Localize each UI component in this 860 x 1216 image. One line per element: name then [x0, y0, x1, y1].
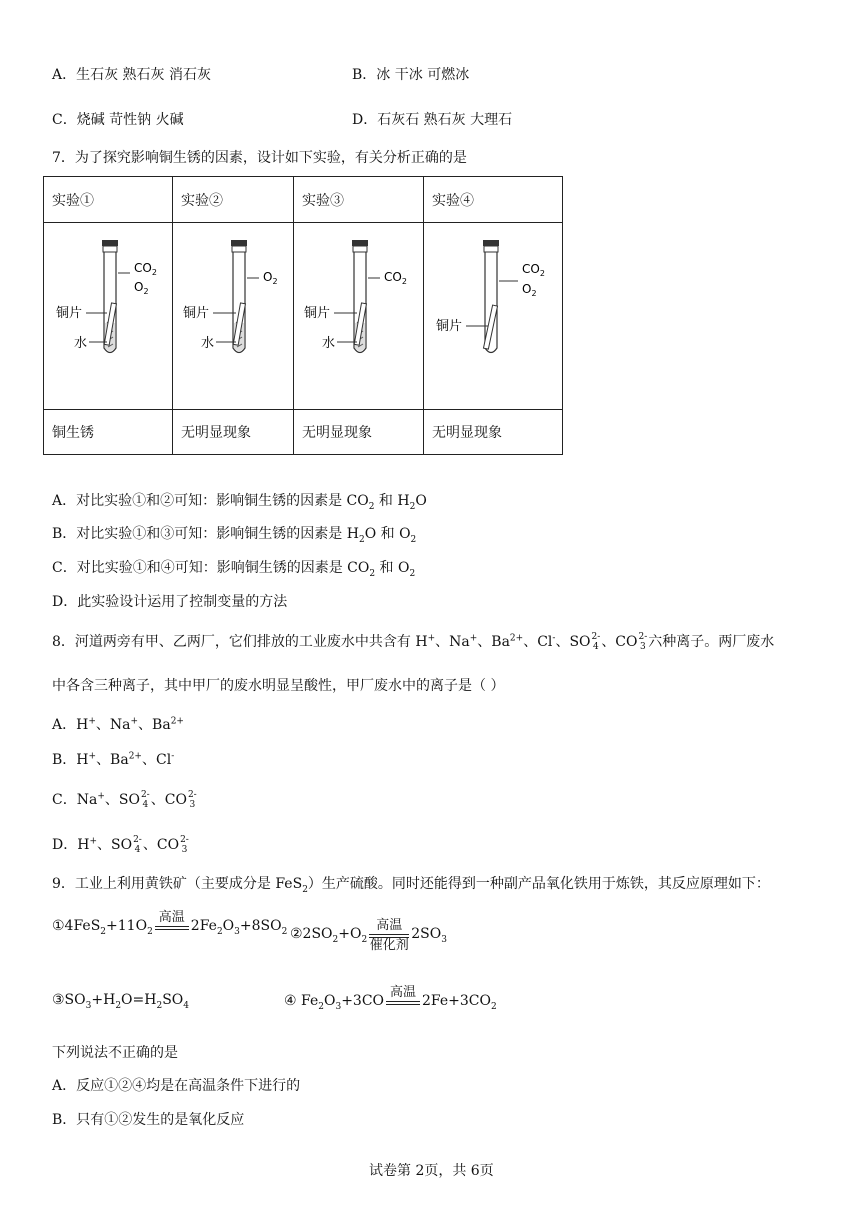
q7-option-a: A．对比实验①和②可知：影响铜生锈的因素是 $CO_2$ 和 $H_2O$	[52, 493, 427, 512]
q6-option-b: B．冰 干冰 可燃冰	[352, 67, 470, 83]
reaction-4: ④ $Fe_2O_3+3CO$ 高温 $2Fe+3CO_2$	[284, 985, 497, 1012]
copper-label: 铜片	[56, 306, 83, 321]
exp3-diagram	[294, 223, 424, 410]
water-label: 水	[74, 336, 88, 351]
copper-label: 铜片	[183, 306, 210, 321]
water-label: 水	[201, 336, 215, 351]
q6-option-a: A．生石灰 熟石灰 消石灰	[52, 67, 212, 83]
q7-option-b: B．对比实验①和③可知：影响铜生锈的因素是 $H_2O$ 和 $O_2$	[52, 526, 417, 545]
q8-option-b: B．H+、$Ba^{2+}$、Cl-	[52, 751, 175, 768]
exp3-header: 实验③	[294, 177, 424, 223]
q8-stem-line2: 中各含三种离子，其中甲厂的废水明显呈酸性，甲厂废水中的离子是（ ）	[52, 678, 505, 694]
exp1-result: 铜生锈	[44, 410, 173, 455]
copper-label: 铜片	[304, 306, 331, 321]
exp2-diagram	[173, 223, 294, 410]
exp4-diagram	[424, 223, 563, 410]
q8-stem-line1: 8．河道两旁有甲、乙两厂，它们排放的工业废水中共含有 H+、Na+、$Ba^{2+}$、Cl-、SO 2- 4 、CO 2- 3 六种离子。两厂废水	[52, 632, 775, 652]
exp1-diagram	[44, 223, 173, 410]
q7-option-c: C．对比实验①和④可知：影响铜生锈的因素是 $CO_2$ 和 $O_2$	[52, 560, 416, 579]
o2-label: $O_2$	[134, 280, 149, 296]
o2-label: $O_2$	[263, 270, 278, 286]
q7-option-d: D．此实验设计运用了控制变量的方法	[52, 594, 288, 610]
exp2-result: 无明显现象	[173, 410, 294, 455]
page-footer: 试卷第 2页，共 6页	[369, 1163, 494, 1179]
co2-label: $CO_2$	[134, 261, 157, 277]
copper-label: 铜片	[436, 319, 463, 334]
q8-option-a: A．H+、Na+、$Ba^{2+}$	[52, 716, 184, 733]
co2-label: $CO_2$	[384, 270, 407, 286]
o2-label: $O_2$	[522, 282, 537, 298]
exp4-result: 无明显现象	[424, 410, 563, 455]
q6-option-d: D．石灰石 熟石灰 大理石	[352, 112, 513, 128]
q8-option-c: C．Na+、SO 2- 4 、CO 2- 3	[52, 790, 197, 810]
reaction-3: $③SO_3+H_2O=H_2SO_4$	[52, 992, 190, 1011]
reaction-1: $①4FeS_2+11O_2$ 高温 $2Fe_2O_3+8SO_2$	[52, 910, 288, 937]
exp3-result: 无明显现象	[294, 410, 424, 455]
q8-option-d: D．H+、SO 2- 4 、CO 2- 3	[52, 835, 189, 855]
q9-question: 下列说法不正确的是	[52, 1045, 178, 1061]
q6-option-c: C．烧碱 苛性钠 火碱	[52, 112, 184, 128]
q9-option-a: A．反应①②④均是在高温条件下进行的	[52, 1078, 301, 1094]
experiment-table	[43, 176, 563, 455]
exp1-header: 实验①	[44, 177, 173, 223]
q9-option-b: B．只有①②发生的是氧化反应	[52, 1112, 245, 1128]
q9-stem: 9．工业上利用黄铁矿（主要成分是 FeS$_2$）生产硫酸。同时还能得到一种副产品氧化铁用于炼铁，其反应原理如下：	[52, 876, 770, 895]
co2-label: $CO_2$	[522, 262, 545, 278]
exp2-header: 实验②	[173, 177, 294, 223]
exp4-header: 实验④	[424, 177, 563, 223]
q7-stem: 7．为了探究影响铜生锈的因素，设计如下实验，有关分析正确的是	[52, 150, 467, 166]
reaction-2: $②2SO_2+O_2$ 高温 催化剂 $2SO_3$	[290, 918, 447, 953]
water-label: 水	[322, 336, 336, 351]
